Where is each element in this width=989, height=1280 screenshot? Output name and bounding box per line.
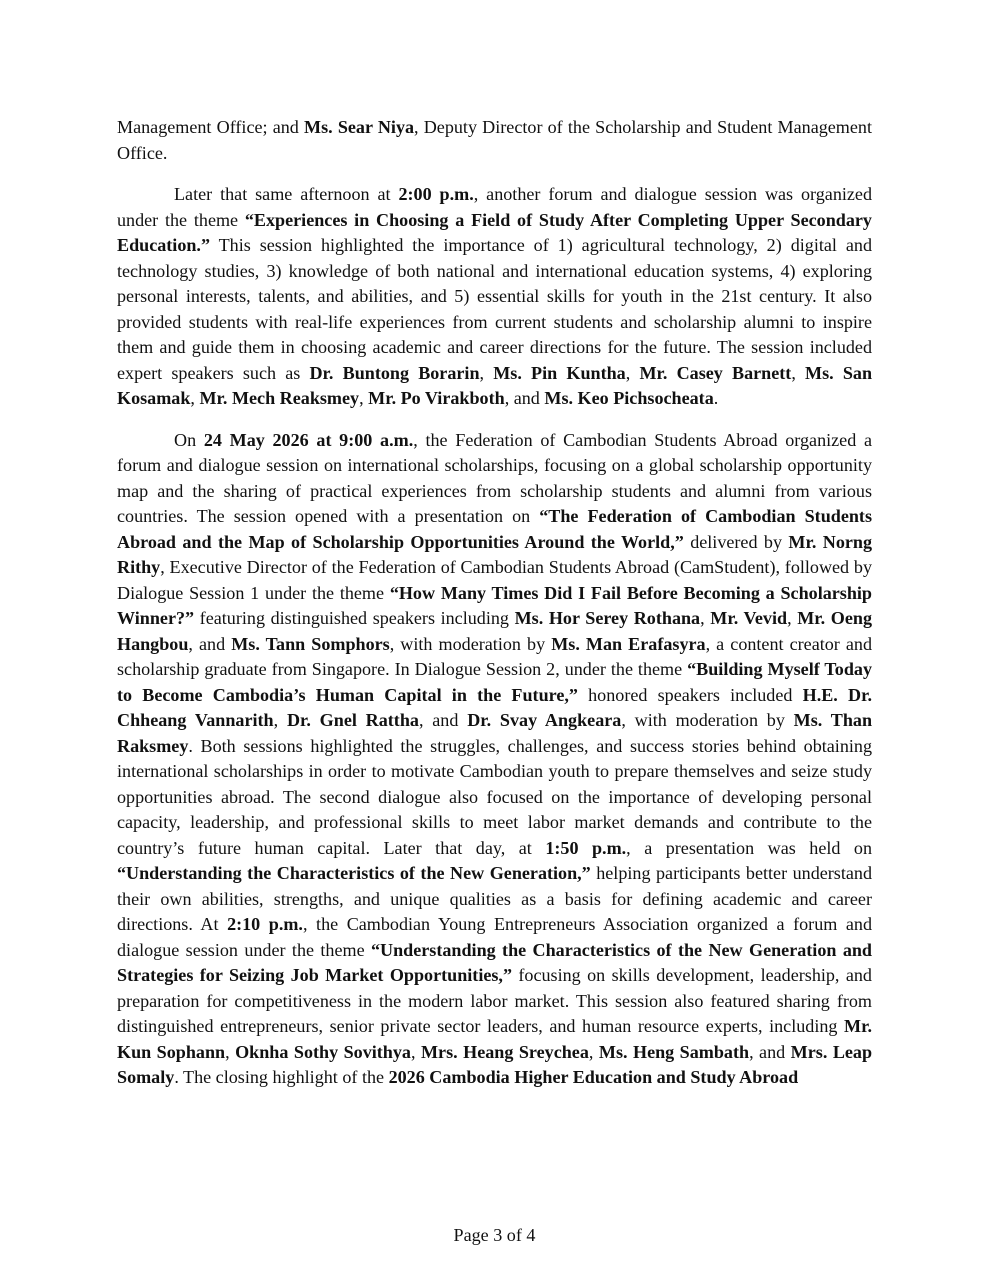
- text-run: helping participants better understand their own abilities, strengths, and unique qualities as a basis for defining academic and career directions. At: [117, 863, 872, 934]
- text-run: , another forum and dialogue session was organized under the theme: [117, 184, 873, 230]
- text-run: ,: [410, 1041, 421, 1062]
- paragraph-1: [117, 115, 872, 166]
- bold-text: Ms. Pin Kuntha: [493, 362, 626, 383]
- page-number: Page 3 of 4: [453, 1225, 536, 1245]
- bold-text: 2:10 p.m.: [227, 914, 303, 934]
- bold-text: Oknha Sothy Sovithya: [235, 1041, 411, 1062]
- text-run: , Executive Director of the Federation of Cambodian Students Abroad (CamStudent), followed by Dialogue Session 1 under the theme: [117, 557, 872, 603]
- bold-text: Mr. Mech Reaksmey: [199, 388, 360, 408]
- bold-text: Dr. Svay Angkeara: [467, 710, 622, 730]
- text-run: ,: [273, 710, 287, 730]
- text-run: ,: [700, 608, 711, 628]
- text-run: , with moderation by: [621, 710, 794, 730]
- bold-text: Ms. Keo Pichsocheata: [544, 388, 714, 408]
- text-run: , a content creator and scholarship graduate from Singapore. In Dialogue Session 2, under the theme: [117, 633, 873, 679]
- bold-text: Mr. Vevid: [710, 608, 788, 628]
- bold-text: Mr. Casey Barnett: [639, 362, 792, 383]
- text-run: delivered by: [683, 531, 789, 552]
- paragraph-3: [117, 428, 872, 1091]
- bold-text: “Experiences in Choosing a Field of Study After Completing Upper Secondary Education.”: [117, 209, 872, 255]
- bold-text: 2:00 p.m.: [398, 184, 474, 204]
- bold-text: Mrs. Leap Somaly: [117, 1041, 873, 1087]
- text-run: focusing on skills development, leadership, and preparation for competitiveness in the modern labor market. This session also featured sharing from distinguished entrepreneurs, senior private sector leaders, and human resource experts, including: [117, 965, 872, 1036]
- bold-text: Ms. Heng Sambath: [598, 1041, 750, 1062]
- paragraph-2: [117, 182, 872, 412]
- bold-text: Dr. Buntong Borarin: [309, 362, 480, 383]
- text-run: . The closing highlight of the: [174, 1067, 389, 1087]
- text-run: , with moderation by: [389, 633, 552, 654]
- text-run: ,: [359, 388, 369, 408]
- text-run: , the Cambodian Young Entrepreneurs Association organized a forum and dialogue session under the theme: [117, 914, 872, 960]
- bold-text: Mr. Oeng Hangbou: [117, 608, 873, 654]
- bold-text: Ms. Man Erafasyra: [551, 633, 706, 654]
- bold-text: Ms. Hor Serey Rothana: [514, 608, 701, 628]
- bold-text: H.E. Dr. Chheang Vannarith: [117, 684, 872, 730]
- text-run: , the Federation of Cambodian Students Abroad organized a forum and dialogue session on international scholarships, focusing on a global scholarship opportunity map and the sharing of practical experiences from scholarship students and alumni from various countries. The session opened with a presentation on: [117, 429, 872, 526]
- text-run: Management Office; and: [117, 117, 305, 137]
- text-run: This session highlighted the importance of 1) agricultural technology, 2) digital and technology studies, 3) knowledge of both national and international education systems, 4) exploring personal interests, talents, and abilities, and 5) essential skills for youth in the 21st century. It also provided students with real-life experiences from current students and scholarship alumni to inspire them and guide them in choosing academic and career directions for the future. The session included expert speakers such as: [117, 235, 872, 383]
- bold-text: “Understanding the Characteristics of the New Generation,”: [117, 863, 591, 883]
- bold-text: 24 May 2026 at 9:00 a.m.: [203, 429, 414, 450]
- bold-text: 2026 Cambodia Higher Education and Study Abroad: [388, 1067, 799, 1087]
- bold-text: Ms. Tann Somphors: [231, 633, 390, 654]
- body-text: [117, 115, 872, 1107]
- text-run: , and: [188, 633, 232, 654]
- bold-text: Mr. Kun Sophann: [117, 1016, 872, 1062]
- text-run: ,: [225, 1041, 236, 1062]
- bold-text: Mr. Norng Rithy: [117, 531, 873, 577]
- bold-text: Dr. Gnel Rattha: [286, 710, 419, 730]
- text-run: ,: [190, 388, 200, 408]
- text-run: , and: [504, 388, 545, 408]
- bold-text: Ms. Sear Niya: [304, 117, 415, 137]
- text-run: honored speakers included: [577, 684, 803, 705]
- text-run: ,: [588, 1041, 599, 1062]
- text-run: , and: [418, 710, 468, 730]
- text-run: ,: [625, 362, 640, 383]
- text-run: featuring distinguished speakers including: [194, 608, 515, 628]
- text-run: ,: [479, 362, 494, 383]
- bold-text: “Understanding the Characteristics of the New Generation and Strategies for Seizing Job Market Opportunities,”: [117, 939, 872, 985]
- text-run: .: [713, 388, 719, 408]
- text-run: , Deputy Director of the Scholarship and Student Management Office.: [117, 117, 872, 163]
- bold-text: “The Federation of Cambodian Students Abroad and the Map of Scholarship Opportunities Around the World,”: [117, 506, 872, 552]
- text-run: Later that same afternoon at: [174, 184, 399, 204]
- text-run: On: [174, 429, 204, 450]
- bold-text: Ms. San Kosamak: [117, 362, 873, 408]
- bold-text: Mr. Po Virakboth: [368, 388, 505, 408]
- bold-text: Ms. Than Raksmey: [117, 710, 873, 756]
- text-run: . Both sessions highlighted the struggles, challenges, and success stories behind obtaining international scholarships in order to motivate Cambodian youth to prepare themselves and seize study opportunities abroad. The second dialogue also focused on the importance of developing personal capacity, leadership, and professional skills to meet labor market demands and contribute to the country’s future human capital. Later that day, at: [117, 735, 872, 858]
- text-run: ,: [787, 608, 798, 628]
- text-run: , a presentation was held on: [626, 837, 873, 858]
- bold-text: “How Many Times Did I Fail Before Becoming a Scholarship Winner?”: [117, 582, 872, 628]
- bold-text: Mrs. Heang Sreychea: [420, 1041, 589, 1062]
- bold-text: 1:50 p.m.: [545, 837, 627, 858]
- bold-text: “Building Myself Today to Become Cambodia’s Human Capital in the Future,”: [117, 659, 872, 705]
- text-run: , and: [749, 1041, 791, 1062]
- text-run: ,: [791, 362, 806, 383]
